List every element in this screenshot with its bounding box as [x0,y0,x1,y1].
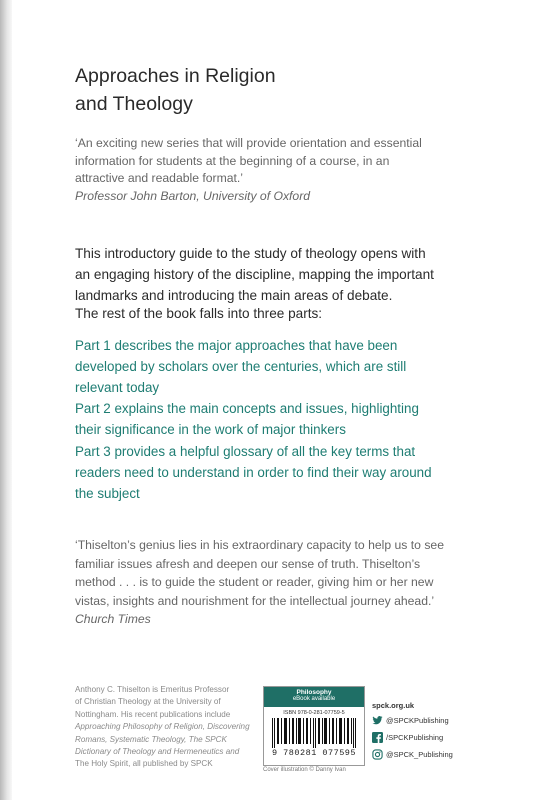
endorsement-quote-2 [75,536,505,629]
bio-line: Approaching Philosophy of Religion, Discovering [75,722,250,732]
part-line: Part 1 describes the major approaches that have been [75,338,398,353]
instagram-icon [372,749,383,760]
quote-line: information for students at the beginning of a course, in an [75,153,390,168]
description-line: landmarks and introducing the main areas of debate. [75,288,393,303]
quote-line: ‘Thiselton’s genius lies in his extraordinary capacity to help us to see [75,538,444,552]
bio-line: Romans, Systematic Theology, The SPCK [75,734,227,744]
part-line: developed by scholars over the centuries, which are still [75,359,407,374]
part-3-text [75,441,495,504]
quote-line: vistas, insights and nourishment for the intellectual journey ahead.’ [75,593,435,608]
publisher-links [372,698,453,763]
description-line: an engaging history of the discipline, mapping the important [75,267,434,282]
twitter-handle: @SPCKPublishing [386,716,449,725]
series-title-line: and Theology [75,93,193,115]
part-2-text [75,398,495,440]
bio-line: Nottingham. His recent publications include [75,709,231,719]
bio-line: of Christian Theology at the University of [75,697,221,707]
category-band [264,687,364,707]
series-title [75,62,475,118]
isbn-text: ISBN 978-0-281-07759-5 [283,710,345,716]
description-line: This introductory guide to the study of theology opens with [75,246,426,261]
part-line: readers need to understand in order to find their way around [75,465,432,480]
quote-line: attractive and readable format.’ [75,171,244,185]
instagram-handle: @SPCK_Publishing [386,750,453,759]
website-link[interactable]: spck.org.uk [372,700,415,710]
endorsement-quote-1 [75,135,495,205]
twitter-link[interactable] [372,712,453,729]
part-line: Part 2 explains the main concepts and issues, highlighting [75,401,419,416]
barcode [271,718,357,748]
twitter-icon [372,715,383,726]
series-title-line: Approaches in Religion [75,65,276,87]
bio-line: Dictionary of Theology and Hermeneutics and [75,747,240,757]
part-line: their significance in the work of major thinkers [75,422,346,437]
facebook-icon [372,732,383,743]
category-label: Philosophy [296,689,332,696]
part-1-text [75,335,495,398]
quote-attribution: Professor John Barton, University of Oxford [75,188,311,203]
parts-intro: The rest of the book falls into three parts: [75,306,323,321]
bio-line: Anthony C. Thiselton is Emeritus Professor [75,685,230,694]
instagram-link[interactable] [372,746,453,763]
facebook-handle: /SPCKPublishing [386,733,444,742]
book-description [75,243,495,306]
isbn-digits: 9 780281 077595 [271,748,356,758]
part-line: Part 3 provides a helpful glossary of all the key terms that [75,444,416,459]
quote-line: method . . . is to guide the student or reader, giving him or her new [75,575,434,589]
category-sub: eBook available [292,696,336,702]
bio-line: The Holy Spirit, all published by SPCK [75,759,213,769]
facebook-link[interactable] [372,729,453,746]
cover-credit: Cover illustration © Danny Ivan [263,767,346,773]
book-spine-edge [0,0,12,800]
barcode-panel [263,686,365,766]
part-line: the subject [75,486,140,501]
quote-line: ‘An exciting new series that will provide orientation and essential [75,136,422,150]
quote-line: familiar issues afresh and deepen our sense of truth. Thiselton’s [75,556,421,571]
author-bio [75,684,275,771]
part-line: relevant today [75,380,160,395]
quote-attribution: Church Times [75,612,151,626]
